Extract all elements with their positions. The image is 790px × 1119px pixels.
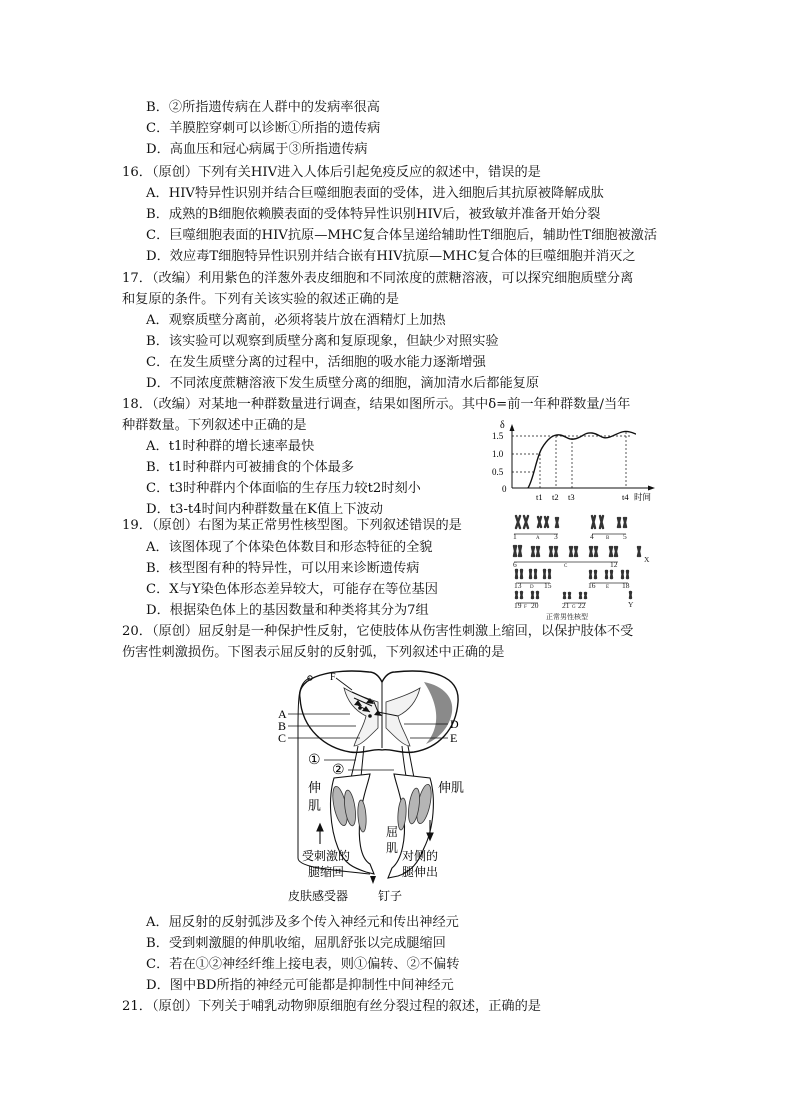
q21-stem: 21．（原创）下列关于哺乳动物卵原细胞有丝分裂过程的叙述，正确的是 [122, 999, 541, 1014]
population-delta-graph [490, 418, 660, 502]
kary-label-f: F [524, 605, 527, 610]
nail-icon [370, 876, 376, 884]
graph-x-tick-t3: t3 [568, 492, 575, 502]
opposite-leg-label-1: 对侧的 [402, 849, 439, 863]
q17-option-a: A．观察质壁分离前，必须将装片放在酒精灯上加热 [146, 313, 446, 328]
kary-label-21: 21 [562, 601, 570, 610]
kary-label-1: 1 [513, 532, 517, 541]
q20-stem-line1: 20．（原创）屈反射是一种保护性反射，它使肢体从伤害性刺激上缩回，以保护肢体不受 [122, 624, 634, 639]
graph-x-label: 时间 [634, 492, 652, 502]
kary-label-5: 5 [623, 532, 627, 541]
q18-stem-line1: 18．（改编）对某地一种群数量进行调查，结果如图所示。其中δ=前一年种群数量/当年 [122, 397, 631, 412]
graph-y-tick-0-5: 0.5 [492, 467, 504, 477]
q16-stem: 16．（原创）下列有关HIV进入人体后引起免疫反应的叙述中，错误的是 [122, 165, 541, 180]
label-a: A [278, 707, 287, 721]
kary-label-12: 12 [610, 560, 618, 569]
graph-y-arrow [510, 424, 515, 431]
q19-stem: 19．（原创）右图为某正常男性核型图。下列叙述错误的是 [122, 518, 462, 533]
kary-label-x: X [644, 555, 650, 564]
q19-option-a: A．该图体现了个体染色体数目和形态特征的全貌 [146, 540, 433, 555]
q20-stem-line2: 伤害性刺激损伤。下图表示屈反射的反射弧，下列叙述中正确的是 [122, 645, 505, 660]
kary-label-20: 20 [531, 601, 539, 610]
q19-option-c: C．X与Y染色体形态差异较大，可能存在等位基因 [146, 582, 438, 597]
q18-option-c: C．t3时种群内个体面临的生存压力较t2时刻小 [146, 481, 421, 496]
kary-label-3: 3 [554, 532, 558, 541]
q17-option-d: D．不同浓度蔗糖溶液下发生质壁分离的细胞，滴加清水后都能复原 [146, 376, 540, 391]
opposite-leg-label-2: 腿伸出 [402, 865, 439, 879]
q20-option-c: C．若在①②神经纤维上接电表，则①偏转、②不偏转 [146, 957, 460, 972]
q18-option-a: A．t1时种群的增长速率最快 [146, 439, 315, 454]
kary-label-e: E [606, 585, 610, 590]
label-c: C [278, 731, 287, 745]
q19-option-b: B．核型图有种的特异性，可以用来诊断遗传病 [146, 561, 420, 576]
kary-label-d: D [530, 585, 534, 590]
kary-label-4: 4 [590, 532, 594, 541]
flexion-reflex-arc-diagram [274, 668, 490, 906]
q17-stem-line2: 和复原的条件。下列有关该实验的叙述正确的是 [122, 292, 399, 307]
kary-label-16: 16 [588, 581, 596, 590]
q16-option-d: D．效应毒T细胞特异性识别并结合嵌有HIV抗原—MHC复合体的巨噬细胞并消灭之 [146, 249, 636, 264]
kary-label-15: 15 [544, 581, 552, 590]
graph-delta-curve [528, 431, 636, 488]
q16-option-a: A．HIV特异性识别并结合巨噬细胞表面的受体，进入细胞后其抗原被降解成肽 [146, 186, 604, 201]
q20-option-a: A．屈反射的反射弧涉及多个传入神经元和传出神经元 [146, 915, 459, 930]
q20-option-b: B．受到刺激腿的伸肌收缩，屈肌舒张以完成腿缩回 [146, 936, 446, 951]
kary-label-b: B [606, 536, 610, 541]
kary-label-22: 22 [578, 601, 586, 610]
flexor-label-2: 肌 [386, 841, 399, 855]
q17-option-b: B．该实验可以观察到质壁分离和复原现象，但缺少对照实验 [146, 334, 499, 349]
q15-option-c: C．羊膜腔穿刺可以诊断①所指的遗传病 [146, 121, 381, 136]
label-d: D [450, 717, 459, 731]
karyotype-caption: 正常男性核型 [546, 613, 588, 621]
q15-option-b: B．②所指遗传病在人群中的发病率很高 [146, 100, 380, 115]
q19-option-d: D．根据染色体上的基因数量和种类将其分为7组 [146, 603, 429, 618]
graph-y-tick-1-0: 1.0 [492, 449, 504, 459]
q17-option-c: C．在发生质壁分离的过程中，活细胞的吸水能力逐渐增强 [146, 355, 486, 370]
kary-label-a: A [536, 536, 540, 541]
flexor-label-1: 屈 [386, 825, 399, 839]
left-muscle-label-2: 肌 [308, 798, 322, 813]
graph-x-tick-t2: t2 [552, 492, 559, 502]
left-muscle-label-1: 伸 [308, 780, 322, 795]
kary-label-18: 18 [622, 581, 630, 590]
q20-option-d: D．图中BD所指的神经元可能都是抑制性中间神经元 [146, 978, 454, 993]
stimulated-leg-label-1: 受刺激的 [302, 849, 351, 863]
kary-label-19: 19 [514, 601, 522, 610]
label-e: E [450, 731, 458, 745]
kary-label-g: G [572, 605, 576, 610]
graph-y-symbol: δ [500, 420, 505, 431]
kary-label-6: 6 [513, 560, 517, 569]
nail-label: 钉子 [378, 889, 403, 903]
graph-x-arrow [648, 486, 655, 491]
q18-option-b: B．t1时种群内可被捕食的个体最多 [146, 460, 355, 475]
graph-x-tick-t1: t1 [536, 492, 543, 502]
kary-label-13: 13 [514, 581, 522, 590]
label-circle-1: ① [308, 753, 321, 768]
kary-label-y: Y [628, 600, 634, 609]
label-circle-2: ② [332, 763, 345, 778]
label-b: B [278, 719, 287, 733]
q18-option-d: D．t3-t4时间内种群数量在K值上下波动 [146, 502, 383, 517]
graph-x-tick-t4: t4 [622, 492, 629, 502]
q18-stem-line2: 种群数量。下列叙述中正确的是 [122, 418, 307, 433]
right-muscle-label: 伸肌 [438, 780, 465, 795]
label-f: F [330, 672, 336, 683]
q16-option-c: C．巨噬细胞表面的HIV抗原—MHC复合体呈递给辅助性T细胞后，辅助性T细胞被激活 [146, 228, 658, 243]
q16-option-b: B．成熟的B细胞依赖膜表面的受体特异性识别HIV后，被致敏并准备开始分裂 [146, 207, 601, 222]
skin-receptor-label: 皮肤感受器 [288, 889, 349, 903]
q17-stem-line1: 17．（改编）利用紫色的洋葱外表皮细胞和不同浓度的蔗糖溶液，可以探究细胞质壁分离 [122, 271, 634, 286]
male-karyotype-image [508, 512, 658, 622]
graph-y-tick-0: 0 [502, 484, 507, 494]
q15-option-d: D．高血压和冠心病属于③所指遗传病 [146, 142, 368, 157]
kary-label-c: C [564, 564, 568, 569]
graph-y-tick-1-5: 1.5 [492, 431, 504, 441]
stimulated-leg-label-2: 腿缩回 [308, 865, 345, 879]
